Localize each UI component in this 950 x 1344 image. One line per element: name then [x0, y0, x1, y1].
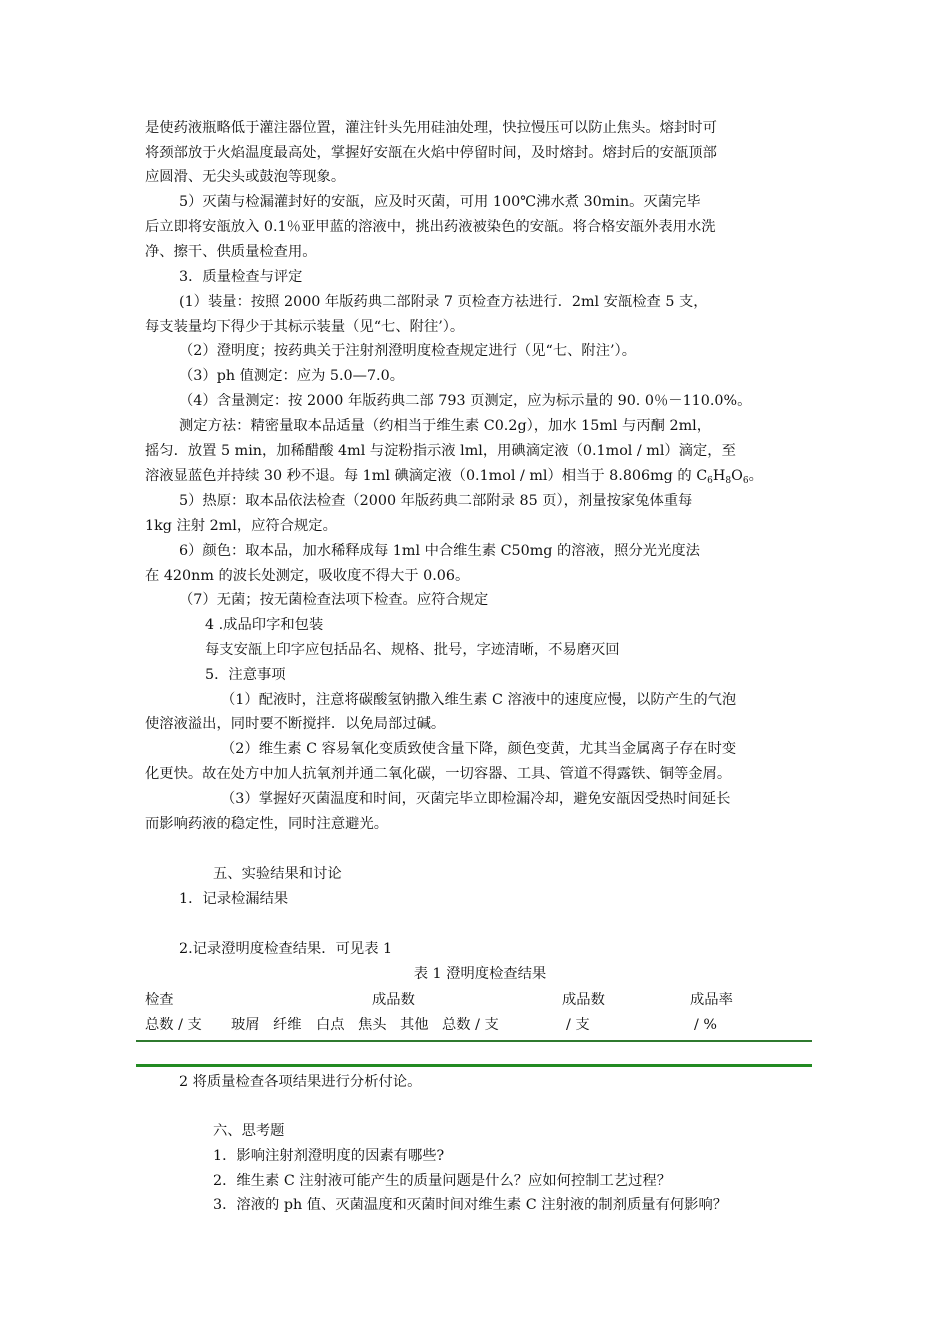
- chemical-formula: $C_6H_8O_6$。: [696, 468, 763, 486]
- text-line: （7）无菌；按无菌检查法项下检查。应符合规定: [179, 592, 489, 608]
- text-line: 使溶液溢出，同时要不断搅拌．以免局部过碱。: [145, 716, 446, 732]
- text-line: （3）掌握好灭菌温度和时间，灭菌完毕立即检漏冷却，避免安瓿因受热时间延长: [221, 791, 731, 807]
- text-line: 5）灭菌与检漏灌封好的安瓿，应及时灭菌，可用 100℃沸水煮 30min。灭菌完毕: [179, 194, 701, 210]
- text-line: 净、擦干、供质量检查用。: [145, 244, 317, 260]
- table-subheader-cell: 总数 / 支: [442, 1017, 499, 1033]
- text-line: 1kg 注射 2ml，应符合规定。: [145, 518, 337, 534]
- table-rule-top: [136, 1040, 812, 1042]
- table-subheader-cell: / %: [694, 1017, 717, 1033]
- text-line: (1）装量：按照 2000 年版药典二部附录 7 页检查方祛进行．2ml 安瓿检查 5 支，: [179, 294, 708, 310]
- table-header-cell: 成品率: [690, 992, 733, 1008]
- text-line: 1．记录检漏结果: [179, 891, 289, 907]
- table-subheader-cell: 纤维: [273, 1017, 302, 1033]
- text-line: 化更快。故在处方中加人抗氧剂并通二氧化碳，一切容器、工具、管道不得露铁、铜等金屑。: [145, 766, 732, 782]
- text-line: 是使药液瓶略低于灌注器位置，灌注针头先用硅油处理，快拉慢压可以防止焦头。熔封时可: [145, 120, 717, 136]
- section-heading: 3．质量检查与评定: [179, 269, 303, 285]
- table-subheader-cell: 白点: [316, 1017, 345, 1033]
- text-line: 后立即将安瓿放入 0.1％亚甲蓝的溶液中，挑出药液被染色的安瓿。将合格安瓿外表用水洗: [145, 219, 716, 235]
- text-line: （4）含量测定：按 2000 年版药典二部 793 页测定，应为标示量的 90. 0％－110.0%。: [179, 393, 752, 409]
- table-header-cell: 成品数: [372, 992, 415, 1008]
- table-rule-bottom: [136, 1064, 812, 1067]
- text-line: 测定方祛：精密量取本品适量（约相当于维生素 C0.2g），加水 15ml 与丙酮 2ml，: [179, 418, 712, 434]
- text-line: 每支装量均下得少于其标示装量（见“七、附往’）。: [145, 319, 465, 335]
- text-line: 2 将质量检查各项结果进行分析付论。: [179, 1074, 422, 1090]
- section-heading: 5．注意事项: [205, 667, 286, 683]
- text-line: 2.记录澄明度检查结果．可见表 1: [179, 941, 393, 957]
- text-line: （2）维生素 C 容易氧化变质致使含量下降，颜色变黄，尤其当金属离子存在时变: [221, 741, 737, 757]
- text-line: （3）ph 值测定：应为 5.0—7.0。: [179, 368, 404, 384]
- question-item: 3．溶液的 ph 值、灭菌温度和灭菌时间对维生素 C 注射液的制剂质量有何影响？: [213, 1197, 728, 1213]
- text-line: 将颈部放于火焰温度最高处，掌握好安瓿在火焰中停留时间，及时熔封。熔封后的安瓿顶部: [145, 145, 717, 161]
- section-heading: 4 .成品印字和包装: [205, 617, 324, 633]
- table-header-cell: 检查: [145, 992, 174, 1008]
- table-subheader-cell: / 支: [566, 1017, 590, 1033]
- table-header-cell: 成品数: [562, 992, 605, 1008]
- text-line: [145, 464, 815, 489]
- text-line: 应圆滑、无尖头或鼓泡等现象。: [145, 169, 346, 185]
- table-subheader-cell: 总数 / 支: [145, 1017, 202, 1033]
- text-line: 在 420nm 的波长处测定，吸收度不得大于 0.06。: [145, 568, 470, 584]
- section-heading: 六、思考题: [213, 1123, 285, 1139]
- section-heading: 五、实验结果和讨论: [213, 866, 342, 882]
- text-line: 6）颜色：取本品，加水稀释成每 1ml 中合维生素 C50mg 的溶液，照分光光度法: [179, 543, 700, 559]
- text-line-content: 溶液显蓝色并持续 30 秒不退。每 1ml 碘滴定液（0.1mol / ml）相当于 8.806mg 的: [145, 468, 697, 484]
- text-line: 每支安瓿上印字应包括品名、规格、批号，字迹清晰，不易磨灭回: [205, 642, 620, 658]
- text-line: 5）热原：取本品依法检查（2000 年版药典二部附录 85 页），剂量按家兔体重每: [179, 493, 693, 509]
- table-subheader-cell: 其他: [400, 1017, 429, 1033]
- text-line: 摇匀．放置 5 min，加稀醋酸 4ml 与淀粉指示液 lml，用碘滴定液（0.1mol / ml）滴定，至: [145, 443, 736, 459]
- table-subheader-cell: 玻屑: [231, 1017, 260, 1033]
- text-line: （1）配液时，注意将碳酸氢钠撒入维生素 C 溶液中的速度应慢，以防产生的气泡: [221, 692, 737, 708]
- table-subheader-cell: 焦头: [358, 1017, 387, 1033]
- text-line: 而影响药液的稳定性，同时注意避光。: [145, 816, 389, 832]
- question-item: 2．维生素 C 注射液可能产生的质量问题是什么？应如何控制工艺过程？: [213, 1173, 672, 1189]
- question-item: 1．影响注射剂澄明度的因素有哪些?: [213, 1148, 445, 1164]
- table-caption: 表 1 澄明度检查结果: [413, 966, 547, 982]
- text-line: （2）澄明度；按药典关于注射剂澄明度检查规定进行（见“七、附注’）。: [179, 343, 636, 359]
